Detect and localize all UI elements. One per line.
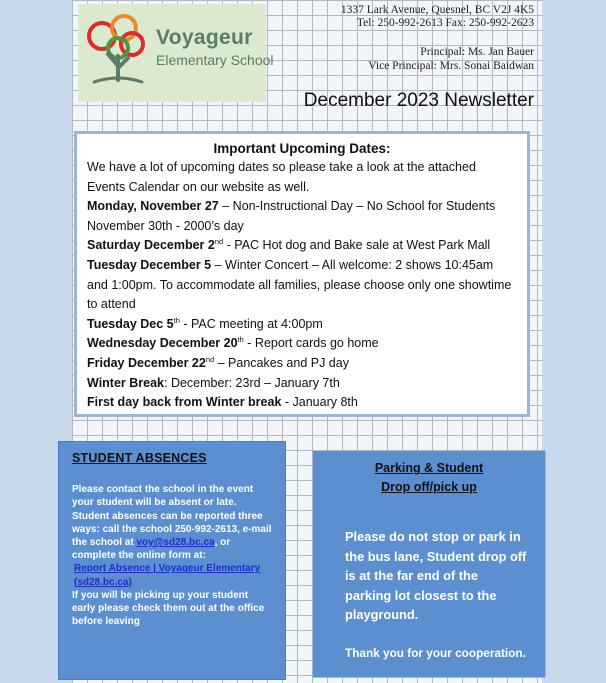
date-entry-label: Winter Break bbox=[87, 375, 164, 390]
date-entry-text: : December: 23rd – January 7th bbox=[164, 375, 340, 390]
date-entry bbox=[87, 393, 517, 413]
logo-school-name: Voyageur bbox=[156, 26, 253, 49]
date-entry-suffix: nd bbox=[205, 354, 215, 364]
tree-logo-icon bbox=[78, 4, 158, 102]
date-entry-text: – Non-Instructional Day – No School for Students bbox=[218, 199, 496, 214]
date-entry-label: Wednesday December 20 bbox=[87, 336, 238, 351]
date-entry-text: – Winter Concert – All welcome: 2 shows 10:45am and 1:00pm. To accommodate all families, please choose only one showtime to attend bbox=[87, 257, 512, 312]
upcoming-dates-intro: We have a lot of upcoming dates so please take a look at the attached Events Calendar on our website as well. bbox=[87, 160, 476, 194]
parking-title-line2: Drop off/pick up bbox=[381, 480, 477, 494]
date-entry-text: - Report cards go home bbox=[243, 336, 379, 351]
date-entry-label: Tuesday December 5 bbox=[87, 257, 212, 272]
parking-title-line1: Parking & Student bbox=[374, 461, 484, 475]
parking-instructions: Please do not stop or park in the bus lane, Student drop off is at the far end of the parking lot closest to the playground. bbox=[345, 529, 527, 623]
logo-school-subtitle: Elementary School bbox=[156, 52, 274, 68]
student-absences-panel bbox=[58, 441, 286, 680]
date-entry-suffix: th bbox=[237, 335, 244, 345]
school-logo bbox=[78, 4, 274, 102]
date-entry bbox=[87, 217, 517, 237]
date-entry bbox=[87, 197, 517, 217]
parking-dropoff-panel bbox=[312, 450, 546, 678]
date-entry-text: - PAC meeting at 4:00pm bbox=[179, 316, 323, 331]
date-entry-suffix: th bbox=[173, 315, 180, 325]
date-entry bbox=[87, 236, 517, 256]
newsletter-title: December 2023 Newsletter bbox=[303, 90, 534, 111]
upcoming-dates-list bbox=[87, 197, 517, 413]
upcoming-dates-box bbox=[74, 131, 530, 417]
date-entry-label: Saturday December 2 bbox=[87, 238, 215, 253]
upcoming-dates-heading: Important Upcoming Dates: bbox=[213, 141, 391, 156]
school-address: 1337 Lark Avenue, Quesnel, BC V2J 4K5 bbox=[340, 4, 534, 16]
date-entry bbox=[87, 354, 517, 374]
date-entry bbox=[87, 334, 517, 354]
date-entry bbox=[87, 256, 517, 315]
school-staff-block bbox=[368, 45, 534, 73]
date-entry-label: First day back from Winter break bbox=[87, 395, 282, 410]
date-entry bbox=[87, 315, 517, 335]
student-absences-text bbox=[72, 483, 272, 562]
student-absences-title: STUDENT ABSENCES bbox=[72, 451, 207, 465]
school-contact-block bbox=[341, 4, 534, 30]
date-entry-suffix: nd bbox=[214, 237, 224, 247]
date-entry-text: - PAC Hot dog and Bake sale at West Park Mall bbox=[223, 238, 491, 253]
date-entry-text: November 30th - 2000’s day bbox=[87, 218, 244, 233]
absences-instructions: Please contact the school in the event your student will be absent or late. Student absences can be reported three ways: call the school 250-992-2613, e-mail the school at bbox=[72, 484, 272, 549]
principal-name: Principal: Ms. Jan Bauer bbox=[420, 46, 534, 58]
school-phone-fax: Tel: 250-992-2613 Fax: 250-992-2623 bbox=[356, 17, 534, 29]
early-pickup-text: If you will be picking up your student early please check them out at the office before leaving bbox=[72, 589, 265, 628]
school-email-link[interactable]: voy@sd28.bc.ca bbox=[136, 537, 215, 549]
date-entry-label: Friday December 22 bbox=[87, 355, 206, 370]
date-entry-label: Monday, November 27 bbox=[87, 199, 219, 214]
report-absence-link[interactable]: Report Absence | Voyageur Elementary (sd28.bc.ca) bbox=[74, 563, 261, 588]
absences-form-text: , or complete the online form at: bbox=[72, 537, 231, 562]
date-entry-text: – Pancakes and PJ day bbox=[214, 355, 349, 370]
vice-principal-name: Vice Principal: Mrs. Sonai Baidwan bbox=[368, 60, 534, 72]
date-entry-label: Tuesday Dec 5 bbox=[87, 316, 174, 331]
date-entry-text: - January 8th bbox=[281, 395, 358, 410]
parking-thanks: Thank you for your cooperation. bbox=[345, 645, 526, 660]
date-entry bbox=[87, 374, 517, 394]
